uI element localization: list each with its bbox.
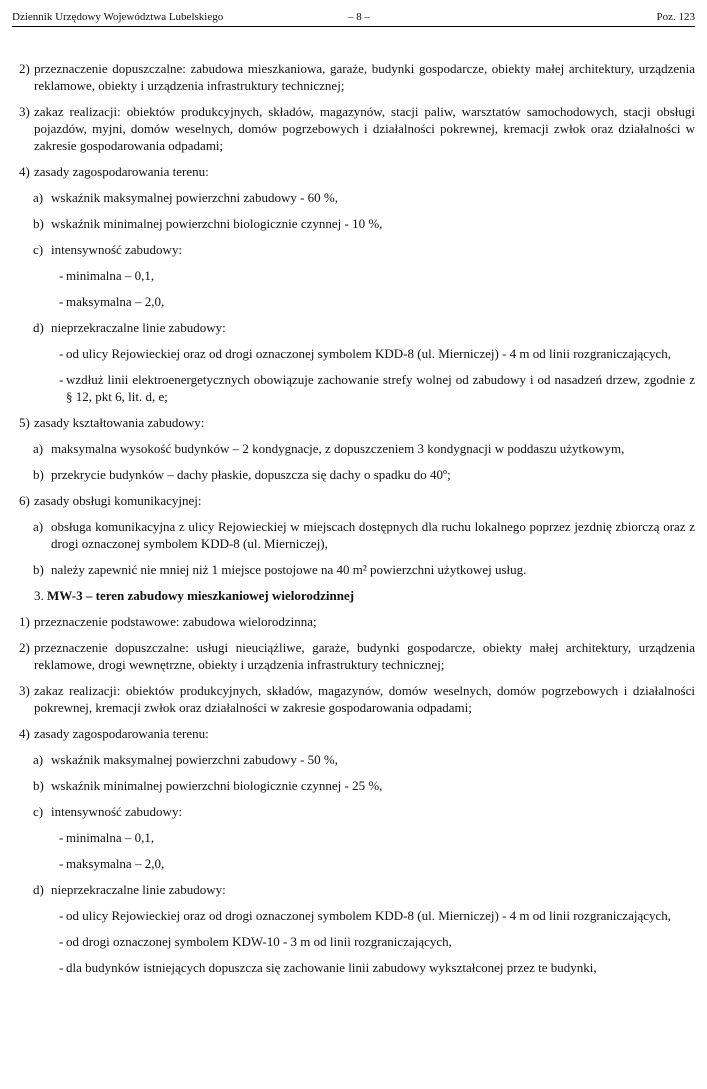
list-text: zasady zagospodarowania terenu: xyxy=(34,726,209,741)
list-text: przeznaczenie dopuszczalne: usługi nieuciążliwe, garaże, budynki gospodarcze, obiekty małej architektury, urządzenia reklamowe, drogi wewnętrzne, obiekty i urządzenia infrastruktury technicznej; xyxy=(34,640,695,672)
list-item xyxy=(19,855,695,872)
list-text: intensywność zabudowy: xyxy=(51,242,183,257)
list-text: od ulicy Rejowieckiej oraz od drogi oznaczonej symbolem KDD-8 (ul. Mierniczej) - 4 m od linii rozgraniczających, xyxy=(66,908,672,923)
list-text: nieprzekraczalne linie zabudowy: xyxy=(51,882,226,897)
list-text: przeznaczenie podstawowe: zabudowa wielorodzinna; xyxy=(34,614,317,629)
list-marker: 3) xyxy=(19,683,30,698)
list-item xyxy=(19,933,695,950)
list-text: należy zapewnić nie mniej niż 1 miejsce postojowe na 40 m² powierzchni użytkowej usług. xyxy=(51,562,527,577)
list-marker: b) xyxy=(33,562,44,577)
journal-title: Dziennik Urzędowy Województwa Lubelskiego xyxy=(12,11,224,23)
list-text: przekrycie budynków – dachy płaskie, dopuszcza się dachy o spadku do 40º; xyxy=(51,467,451,482)
list-marker: d) xyxy=(33,882,44,897)
list-text: nieprzekraczalne linie zabudowy: xyxy=(51,320,226,335)
list-marker: 6) xyxy=(19,493,30,508)
list-text: obsługa komunikacyjna z ulicy Rejowieckiej w miejscach dostępnych dla ruchu lokalnego poprzez jezdnię zbiorczą oraz z drogi oznaczonej symbolem KDD-8 (ul. Mierniczej), xyxy=(51,519,695,551)
list-item xyxy=(19,103,695,154)
list-marker: b) xyxy=(33,216,44,231)
list-marker: c) xyxy=(33,242,44,257)
list-text: intensywność zabudowy: xyxy=(51,804,183,819)
list-text: minimalna – 0,1, xyxy=(66,268,155,283)
list-item xyxy=(19,682,695,716)
list-marker: b) xyxy=(33,778,44,793)
list-text: dla budynków istniejących dopuszcza się zachowanie linii zabudowy wykształconej przez te budynki, xyxy=(66,960,597,975)
list-text: maksymalna wysokość budynków – 2 kondygnacje, z dopuszczeniem 3 kondygnacji w poddaszu użytkowym, xyxy=(51,441,625,456)
list-text: maksymalna – 2,0, xyxy=(66,294,165,309)
section-number: 3. xyxy=(34,588,44,603)
list-item xyxy=(19,440,695,457)
list-item xyxy=(19,907,695,924)
list-marker: 2) xyxy=(19,640,30,655)
list-item xyxy=(19,751,695,768)
list-text: przeznaczenie dopuszczalne: zabudowa mieszkaniowa, garaże, budynki gospodarcze, obiekty małej architektury, urządzenia reklamowe, obiekty i urządzenia infrastruktury technicznej; xyxy=(34,61,695,93)
list-item xyxy=(19,829,695,846)
list-item xyxy=(19,518,695,552)
list-text: maksymalna – 2,0, xyxy=(66,856,165,871)
list-marker: - xyxy=(59,934,64,949)
list-marker: 3) xyxy=(19,104,30,119)
list-item xyxy=(19,163,695,180)
position-number: Poz. 123 xyxy=(656,11,695,23)
list-marker: 1) xyxy=(19,614,30,629)
page-number: – 8 – xyxy=(348,11,370,23)
list-item xyxy=(19,492,695,509)
list-marker: a) xyxy=(33,519,44,534)
list-item xyxy=(19,561,695,578)
list-text: wskaźnik maksymalnej powierzchni zabudowy - 50 %, xyxy=(51,752,339,767)
list-marker: - xyxy=(59,294,64,309)
list-marker: - xyxy=(59,372,64,387)
list-marker: 4) xyxy=(19,726,30,741)
list-text: wzdłuż linii elektroenergetycznych obowiązuje zachowanie strefy wolnej od zabudowy i od nasadzeń drzew, zgodnie z § 12, pkt 6, lit. d, e; xyxy=(66,372,695,404)
list-text: zakaz realizacji: obiektów produkcyjnych, składów, magazynów, domów weselnych, domów pogrzebowych i działalności pokrewnej, kremacji zwłok oraz działalności w zakresie gospodarowania odpadami; xyxy=(34,683,695,715)
list-text: wskaźnik maksymalnej powierzchni zabudowy - 60 %, xyxy=(51,190,339,205)
list-item xyxy=(19,414,695,431)
list-item xyxy=(19,215,695,232)
list-item xyxy=(19,725,695,742)
list-item xyxy=(19,345,695,362)
list-text: zakaz realizacji: obiektów produkcyjnych, składów, magazynów, stacji paliw, warsztatów samochodowych, stacji obsługi pojazdów, myjni, domów weselnych, domów pogrzebowych i działalności pokrewnej, kremacji zwłok oraz działalności w zakresie gospodarowania odpadami; xyxy=(34,104,695,153)
list-item xyxy=(19,803,695,820)
list-item xyxy=(19,959,695,976)
list-marker: b) xyxy=(33,467,44,482)
list-marker: a) xyxy=(33,190,44,205)
list-marker: - xyxy=(59,830,64,845)
list-item xyxy=(19,189,695,206)
page-header xyxy=(12,10,695,27)
list-item xyxy=(19,371,695,405)
list-text: zasady kształtowania zabudowy: xyxy=(34,415,205,430)
list-item xyxy=(19,60,695,94)
list-text: od ulicy Rejowieckiej oraz od drogi oznaczonej symbolem KDD-8 (ul. Mierniczej) - 4 m od linii rozgraniczających, xyxy=(66,346,672,361)
list-item xyxy=(19,466,695,483)
list-item xyxy=(19,777,695,794)
list-item xyxy=(19,293,695,310)
list-item xyxy=(19,241,695,258)
list-text: minimalna – 0,1, xyxy=(66,830,155,845)
list-text: zasady obsługi komunikacyjnej: xyxy=(34,493,202,508)
list-marker: 2) xyxy=(19,61,30,76)
list-marker: - xyxy=(59,908,64,923)
list-marker: a) xyxy=(33,752,44,767)
list-item xyxy=(19,613,695,630)
list-text: zasady zagospodarowania terenu: xyxy=(34,164,209,179)
list-item xyxy=(19,881,695,898)
section-title: MW-3 – teren zabudowy mieszkaniowej wielorodzinnej xyxy=(47,588,355,603)
provisions-list-2 xyxy=(19,613,695,976)
list-item xyxy=(19,319,695,336)
list-text: od drogi oznaczonej symbolem KDW-10 - 3 m od linii rozgraniczających, xyxy=(66,934,452,949)
section-heading xyxy=(19,587,695,604)
list-marker: - xyxy=(59,856,64,871)
list-item xyxy=(19,267,695,284)
list-marker: a) xyxy=(33,441,44,456)
document-body xyxy=(19,60,695,985)
list-marker: 4) xyxy=(19,164,30,179)
list-marker: - xyxy=(59,960,64,975)
list-marker: - xyxy=(59,346,64,361)
list-item xyxy=(19,639,695,673)
provisions-list-1 xyxy=(19,60,695,578)
list-text: wskaźnik minimalnej powierzchni biologicznie czynnej - 10 %, xyxy=(51,216,383,231)
list-marker: - xyxy=(59,268,64,283)
list-marker: d) xyxy=(33,320,44,335)
list-text: wskaźnik minimalnej powierzchni biologicznie czynnej - 25 %, xyxy=(51,778,383,793)
list-marker: 5) xyxy=(19,415,30,430)
list-marker: c) xyxy=(33,804,44,819)
